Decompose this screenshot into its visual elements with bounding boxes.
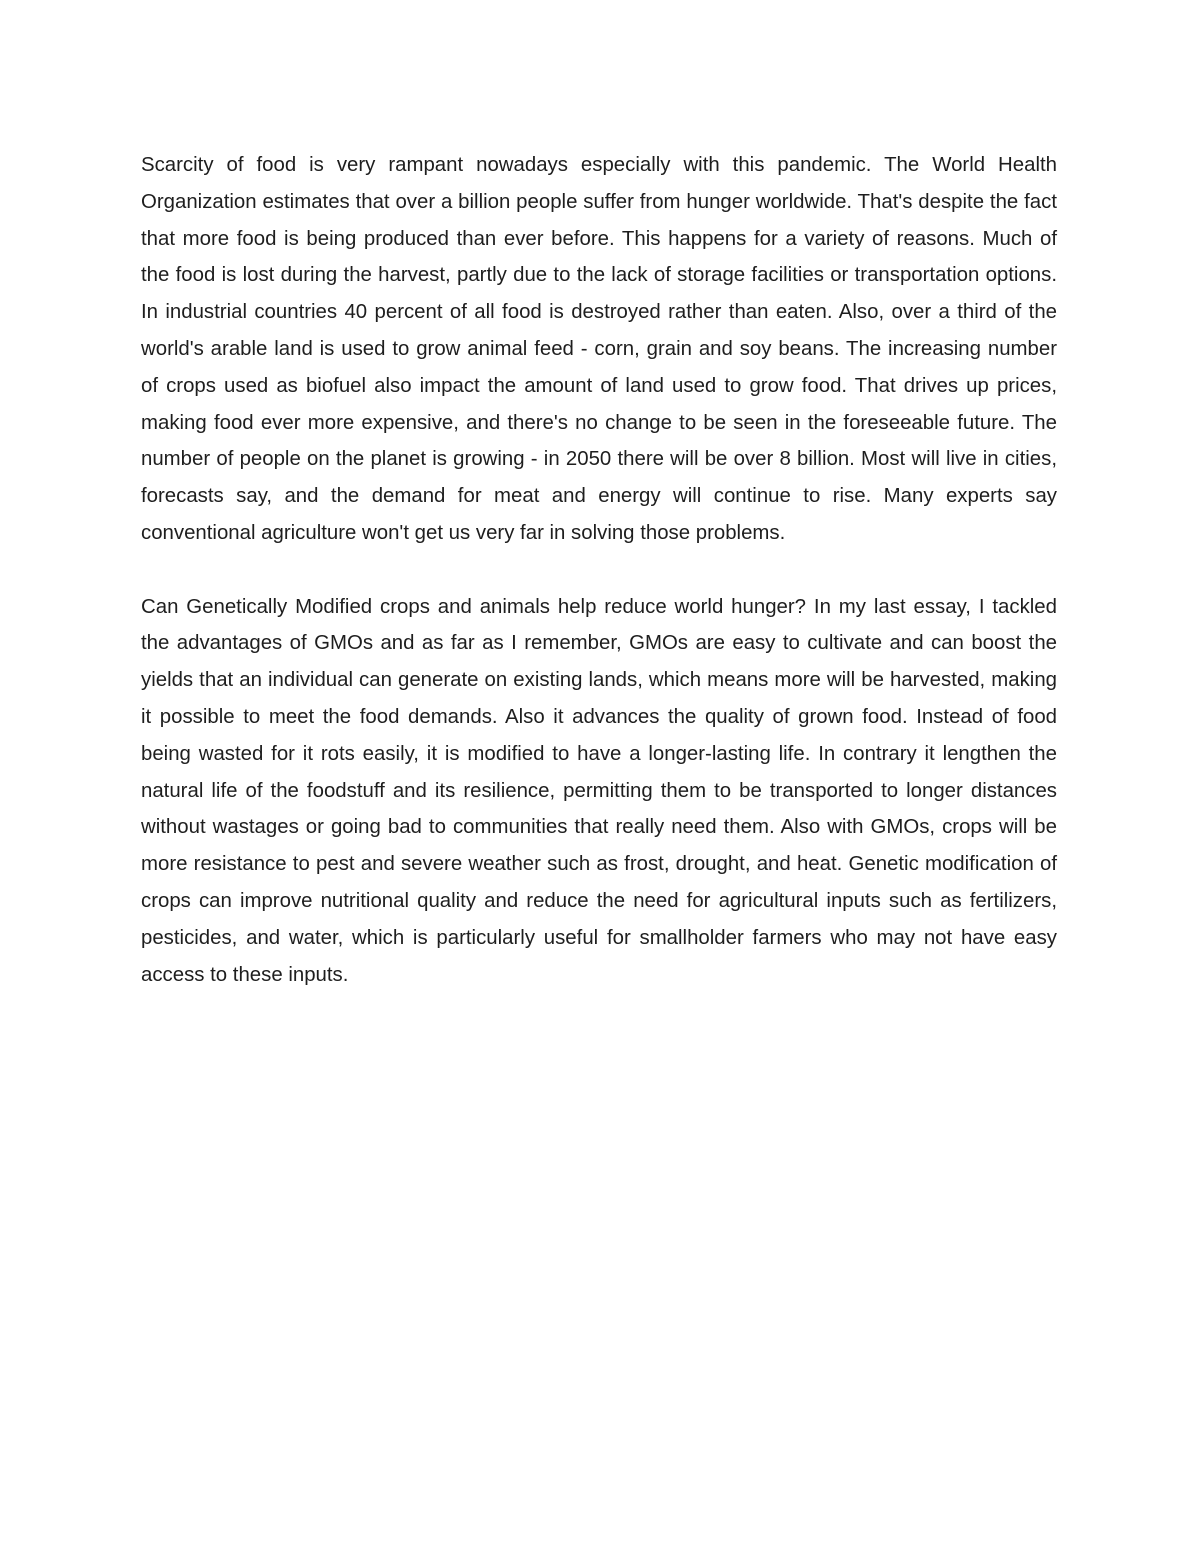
paragraph-1: Scarcity of food is very rampant nowadays especially with this pandemic. The World Health Organization estimates that over a billion people suffer from hunger worldwide. That's despite the fact that more food is being produced than ever before. This happens for a variety of reasons. Much of the food is lost during the harvest, partly due to the lack of storage facilities or transportation options. In industrial countries 40 percent of all food is destroyed rather than eaten. Also, over a third of the world's arable land is used to grow animal feed - corn, grain and soy beans. The increasing number of crops used as biofuel also impact the amount of land used to grow food. That drives up prices, making food ever more expensive, and there's no change to be seen in the foreseeable future. The number of people on the planet is growing - in 2050 there will be over 8 billion. Most will live in cities, forecasts say, and the demand for meat and energy will continue to rise. Many experts say conventional agriculture won't get us very far in solving those problems. <box>141 154 1057 544</box>
paragraph-2: Can Genetically Modified crops and animals help reduce world hunger? In my last essay, I tackled the advantages of GMOs and as far as I remember, GMOs are easy to cultivate and can boost the yields that an individual can generate on existing lands, which means more will be harvested, making it possible to meet the food demands. Also it advances the quality of grown food. Instead of food being wasted for it rots easily, it is modified to have a longer-lasting life. In contrary it lengthen the natural life of the foodstuff and its resilience, permitting them to be transported to longer distances without wastages or going bad to communities that really need them. Also with GMOs, crops will be more resistance to pest and severe weather such as frost, drought, and heat. Genetic modification of crops can improve nutritional quality and reduce the need for agricultural inputs such as fertilizers, pesticides, and water, which is particularly useful for smallholder farmers who may not have easy access to these inputs. <box>141 595 1057 986</box>
document-body <box>141 147 1057 993</box>
